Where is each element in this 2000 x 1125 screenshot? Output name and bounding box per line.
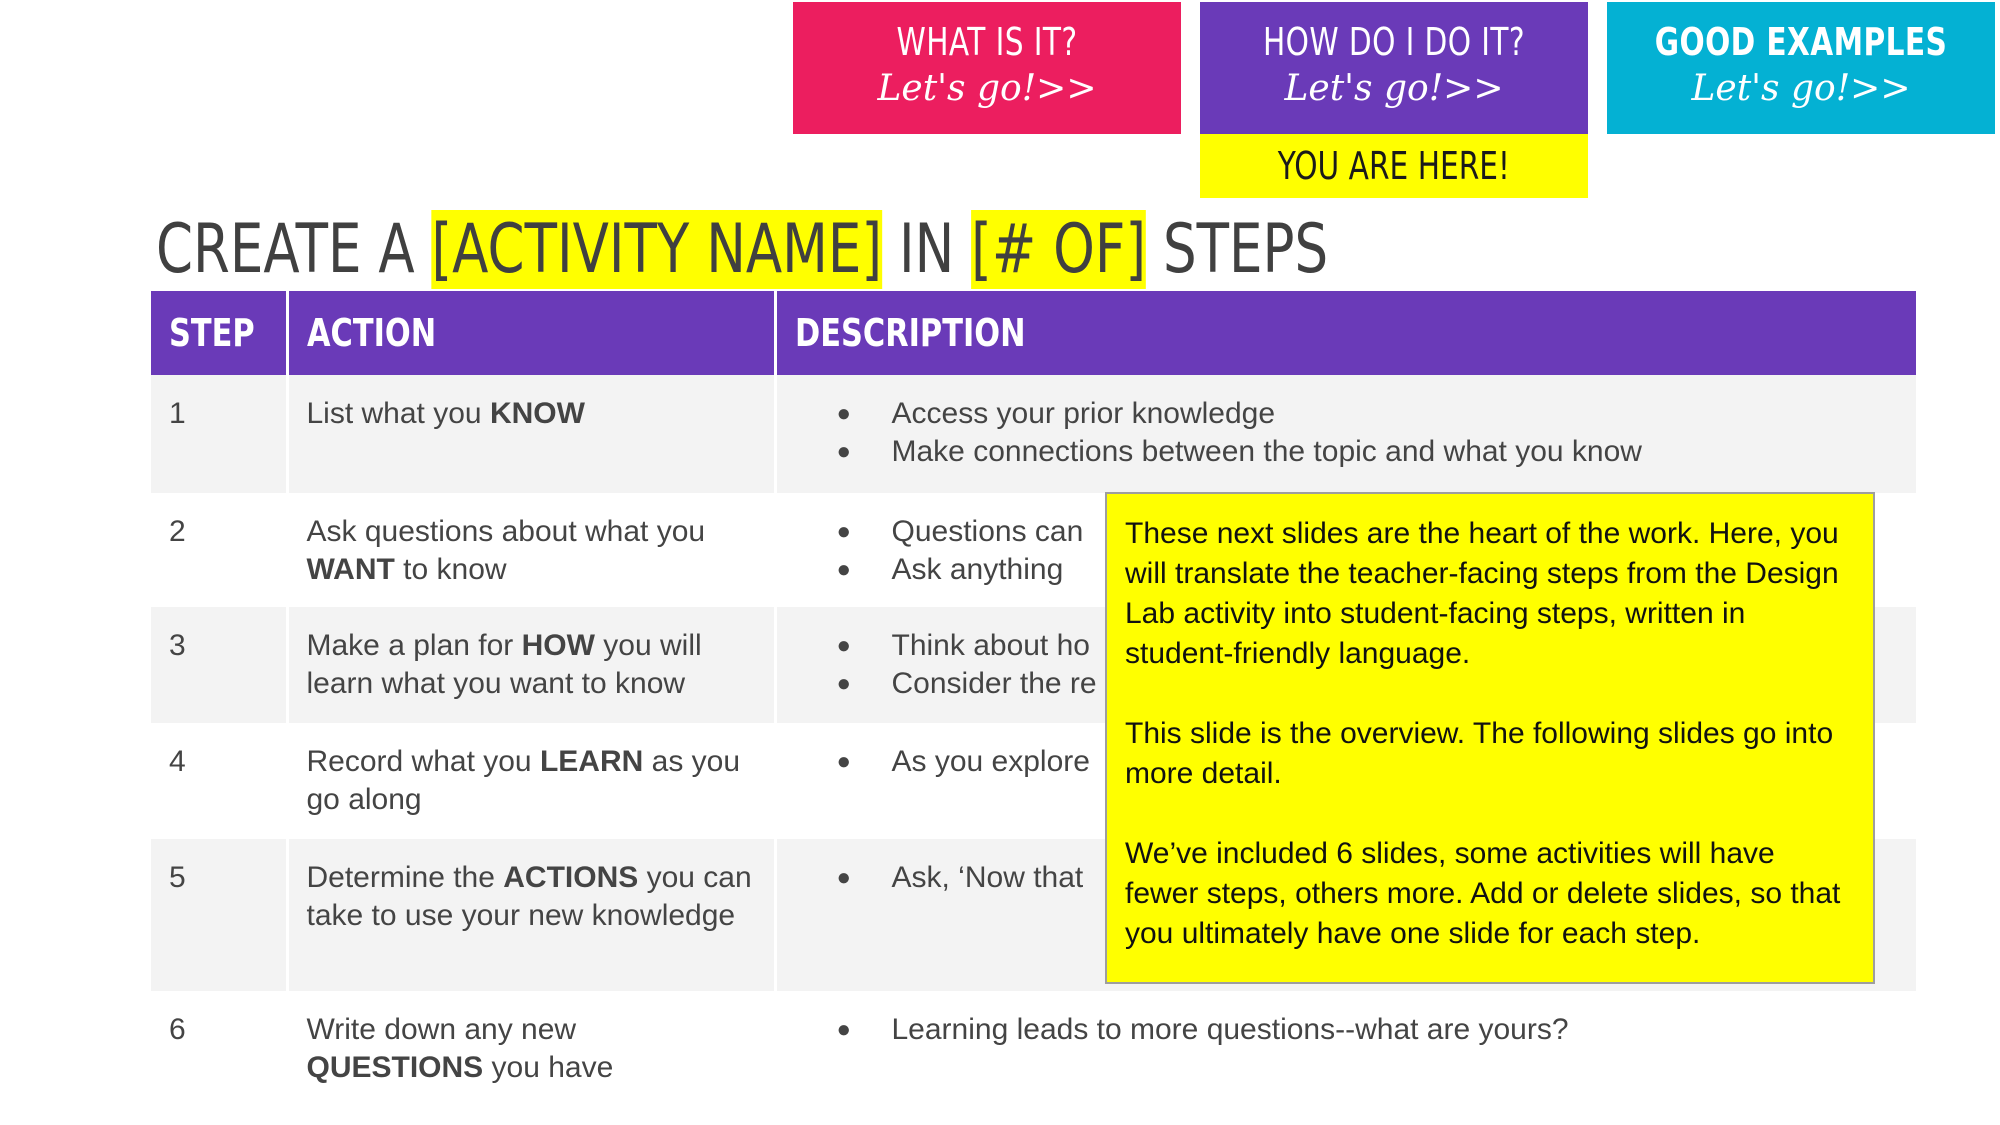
- note-paragraph-1: These next slides are the heart of the work. Here, you will translate the teacher-facing steps from the Design Lab activity into student-facing steps, written in student-friendly language.: [1125, 517, 1839, 670]
- step-description: [775, 375, 1916, 493]
- note-paragraph-2: This slide is the overview. The following slides go into more detail.: [1125, 717, 1834, 790]
- description-bullet: ● Ask anything: [795, 551, 1899, 589]
- step-action: Write down any new QUESTIONS you have: [287, 991, 775, 1103]
- nav-what-is-it-button[interactable]: [793, 2, 1181, 134]
- title-part-1: CREATE A: [156, 210, 432, 289]
- step-number: 5: [151, 839, 287, 991]
- description-bullet: ● Make connections between the topic and what you know: [795, 433, 1899, 471]
- title-part-2: IN: [882, 210, 972, 289]
- instruction-note: [1105, 492, 1875, 984]
- step-number: 4: [151, 723, 287, 839]
- header-step: STEP: [151, 291, 287, 375]
- nav-how-go-link[interactable]: Let's go!>>: [1284, 68, 1504, 109]
- description-bullet: ● Questions can: [795, 513, 1899, 551]
- nav-good-title: GOOD EXAMPLES: [1654, 20, 1948, 64]
- table-row: [151, 375, 1916, 493]
- description-bullet: ● As you explore: [795, 743, 1899, 781]
- nav-good-examples-button[interactable]: [1607, 2, 1995, 134]
- title-highlight-number-of: [# OF]: [971, 210, 1147, 289]
- title-highlight-activity-name: [ACTIVITY NAME]: [431, 210, 883, 289]
- nav-how-do-i-do-it-button[interactable]: [1200, 2, 1588, 134]
- step-action: Record what you LEARN as you go along: [287, 723, 775, 839]
- page-title: [156, 210, 1328, 290]
- header-description: DESCRIPTION: [775, 291, 1916, 375]
- step-action: List what you KNOW: [287, 375, 775, 493]
- nav-what-go-link[interactable]: Let's go!>>: [877, 68, 1097, 109]
- description-bullet: ● Consider the re: [795, 665, 1899, 703]
- step-action: Ask questions about what you WANT to know: [287, 493, 775, 607]
- description-bullet: ● Think about ho: [795, 627, 1899, 665]
- step-action: Make a plan for HOW you will learn what you want to know: [287, 607, 775, 723]
- table-row: [151, 991, 1916, 1103]
- step-number: 1: [151, 375, 287, 493]
- description-bullet: ● Access your prior knowledge: [795, 395, 1899, 433]
- table-header-row: [151, 291, 1916, 375]
- step-action: Determine the ACTIONS you can take to use your new knowledge: [287, 839, 775, 991]
- title-part-3: STEPS: [1146, 210, 1329, 289]
- description-bullet: ● Ask, ‘Now that: [795, 859, 1899, 897]
- step-number: 6: [151, 991, 287, 1103]
- you-are-here-badge: [1200, 134, 1588, 198]
- step-number: 3: [151, 607, 287, 723]
- header-action: ACTION: [287, 291, 775, 375]
- step-number: 2: [151, 493, 287, 607]
- you-are-here-label: YOU ARE HERE!: [1277, 144, 1511, 188]
- note-paragraph-3: We’ve included 6 slides, some activities will have fewer steps, others more. Add or delete slides, so that you ultimately have one slide for each step.: [1125, 837, 1841, 950]
- description-bullet: ● Learning leads to more questions--what are yours?: [795, 1011, 1899, 1049]
- nav-what-title: WHAT IS IT?: [896, 20, 1078, 64]
- step-description: [775, 991, 1916, 1103]
- nav-how-title: HOW DO I DO IT?: [1262, 20, 1526, 64]
- nav-good-go-link[interactable]: Let's go!>>: [1691, 68, 1911, 109]
